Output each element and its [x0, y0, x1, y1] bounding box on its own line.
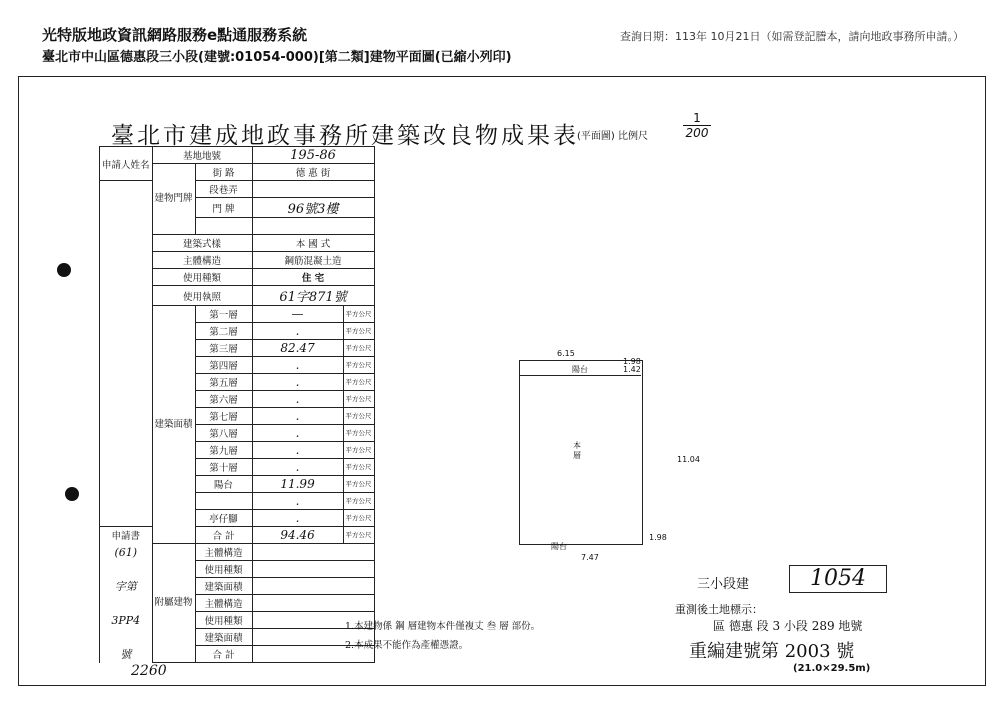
unit-label: 平方公尺 — [343, 476, 374, 493]
door-label: 建物門牌 — [152, 164, 195, 235]
applied-label: 申請書 — [100, 527, 153, 544]
floor-row — [100, 357, 375, 374]
applicant-label: 申請人姓名 — [100, 147, 153, 181]
area-side-label: 建築面積 — [152, 306, 195, 544]
plan-balcony-top: 陽台 — [519, 365, 641, 376]
structure-value: 鋼筋混凝土造 — [252, 252, 374, 269]
floor-row — [100, 425, 375, 442]
floor-label: 第五層 — [195, 374, 252, 391]
street-value: 德 惠 街 — [252, 164, 374, 181]
notes — [345, 617, 540, 655]
floor-row — [100, 459, 375, 476]
floor-label: 第三層 — [195, 340, 252, 357]
floor-label: 第七層 — [195, 408, 252, 425]
unit-label: 平方公尺 — [343, 306, 374, 323]
survey-sheet — [18, 76, 986, 686]
floor-label: 第四層 — [195, 357, 252, 374]
base-no-label: 基地地號 — [152, 147, 252, 164]
punch-hole-icon — [57, 263, 71, 277]
floor-row — [100, 391, 375, 408]
floor-area-value: . — [252, 391, 343, 408]
unit-label: 平方公尺 — [343, 425, 374, 442]
no-label: 門 牌 — [195, 198, 252, 218]
floor-area-value: — — [252, 306, 343, 323]
attach-field-label: 主體構造 — [195, 544, 252, 561]
floor-label: 合 計 — [195, 527, 252, 544]
building-number-box: 1054 — [789, 565, 887, 593]
unit-label: 平方公尺 — [343, 442, 374, 459]
plan-room-label: 本層 — [573, 441, 581, 460]
plan-bottom-dim: 7.47 — [581, 553, 599, 562]
attach-field-value — [252, 561, 374, 578]
floor-label: 第六層 — [195, 391, 252, 408]
floor-row — [100, 476, 375, 493]
section-label: 三小段建 — [697, 577, 750, 592]
scale-fraction — [683, 111, 711, 140]
scale-denominator: 200 — [685, 126, 709, 140]
attach-field-label: 使用種類 — [195, 561, 252, 578]
floor-row — [100, 323, 375, 340]
scale-label: (平面圖) 比例尺 — [577, 131, 648, 142]
plan-top-dim: 6.15 — [557, 349, 575, 358]
building-form-table — [99, 146, 375, 663]
attach-side-label: 附屬建物 — [152, 544, 195, 663]
plan-right-dim-top: 1.98 — [623, 357, 641, 366]
applied-field: 號 — [100, 646, 153, 663]
bottom-handwriting: 2260 — [131, 663, 167, 679]
scale-numerator: 1 — [683, 111, 711, 126]
base-no-value: 195-86 — [252, 147, 374, 164]
attach-field-label: 建築面積 — [195, 629, 252, 646]
attach-field-label: 合 計 — [195, 646, 252, 663]
floor-row — [100, 408, 375, 425]
floor-area-value: . — [252, 510, 343, 527]
floor-label: 第一層 — [195, 306, 252, 323]
floor-label: 第八層 — [195, 425, 252, 442]
street-label: 街 路 — [195, 164, 252, 181]
floor-area-value: . — [252, 374, 343, 391]
applied-field: 字第 — [100, 578, 153, 595]
query-date: 查詢日期：113年 10月21日（如需登記謄本，請向地政事務所申請。） — [620, 30, 964, 43]
floor-row — [100, 374, 375, 391]
use-value: 住 宅 — [252, 269, 374, 286]
floor-label — [195, 493, 252, 510]
applied-field: 3PP4 — [100, 612, 153, 629]
floor-area-value: . — [252, 425, 343, 442]
remeasure-label: 重測後土地標示： — [675, 603, 763, 616]
attachment-row — [100, 612, 375, 629]
unit-label: 平方公尺 — [343, 493, 374, 510]
floor-area-value: 94.46 — [252, 527, 343, 544]
attach-field-value — [252, 578, 374, 595]
floor-row — [100, 340, 375, 357]
plan-right-dim-bottom: 1.98 — [649, 533, 667, 542]
attachment-row — [100, 561, 375, 578]
unit-label: 平方公尺 — [343, 374, 374, 391]
floor-label: 第十層 — [195, 459, 252, 476]
paper-size: (21.0×29.5m) — [793, 663, 871, 674]
attach-field-value — [252, 595, 374, 612]
license-label: 使用執照 — [152, 286, 252, 306]
attach-field-label: 建築面積 — [195, 578, 252, 595]
attachment-row — [100, 629, 375, 646]
door-no-value: 96號3樓 — [252, 198, 374, 218]
structure-label: 主體構造 — [152, 252, 252, 269]
attachment-row — [100, 544, 375, 561]
floor-row — [100, 510, 375, 527]
plan-balcony-bottom: 陽台 — [551, 542, 567, 551]
floor-row — [100, 493, 375, 510]
plan-right-dim: 11.04 — [677, 455, 700, 464]
floor-area-value: . — [252, 459, 343, 476]
plan-right-dim-top2: 1.42 — [623, 365, 641, 374]
header-subtitle: 臺北市中山區德惠段三小段(建號:01054-000)[第二類]建物平面圖(已縮小列印) — [42, 50, 512, 65]
unit-label: 平方公尺 — [343, 459, 374, 476]
note-1: 1.本建物係 鋼 層建物本件僅複丈 叁 層 部份。 — [345, 621, 541, 632]
floor-area-value: 11.99 — [252, 476, 343, 493]
floor-row — [100, 306, 375, 323]
floor-area-value: . — [252, 493, 343, 510]
attach-field-label: 主體構造 — [195, 595, 252, 612]
floor-row — [100, 442, 375, 459]
floor-area-value: . — [252, 442, 343, 459]
attach-field-value — [252, 544, 374, 561]
header-title: 光特版地政資訊網路服務e點通服務系統 — [42, 26, 308, 44]
attachment-row — [100, 595, 375, 612]
unit-label: 平方公尺 — [343, 391, 374, 408]
floor-label: 第二層 — [195, 323, 252, 340]
applied-field: (61) — [100, 544, 153, 561]
floor-area-value: . — [252, 357, 343, 374]
floor-area-value: . — [252, 323, 343, 340]
attachment-row — [100, 646, 375, 663]
unit-label: 平方公尺 — [343, 323, 374, 340]
unit-label: 平方公尺 — [343, 510, 374, 527]
floor-label: 陽台 — [195, 476, 252, 493]
renumber-stamp: 重編建號第 2003 號 — [689, 641, 855, 662]
unit-label: 平方公尺 — [343, 408, 374, 425]
license-value: 61字871號 — [252, 286, 374, 306]
lane-label: 段巷弄 — [195, 181, 252, 198]
style-value: 本 國 式 — [252, 235, 374, 252]
unit-label: 平方公尺 — [343, 357, 374, 374]
unit-label: 平方公尺 — [343, 527, 374, 544]
attachment-row — [100, 578, 375, 595]
sheet-title: 臺北市建成地政事務所建築改良物成果表 — [111, 123, 579, 149]
punch-hole-icon — [65, 487, 79, 501]
district-label: 區 德惠 段 3 小段 289 地號 — [713, 619, 863, 633]
use-label: 使用種類 — [152, 269, 252, 286]
floor-row — [100, 527, 375, 544]
unit-label: 平方公尺 — [343, 340, 374, 357]
style-label: 建築式樣 — [152, 235, 252, 252]
note-2: 2.本成果不能作為產權憑證。 — [345, 640, 469, 651]
floor-label: 亭仔腳 — [195, 510, 252, 527]
floor-area-value: . — [252, 408, 343, 425]
floor-area-value: 82.47 — [252, 340, 343, 357]
floor-label: 第九層 — [195, 442, 252, 459]
attach-field-label: 使用種類 — [195, 612, 252, 629]
